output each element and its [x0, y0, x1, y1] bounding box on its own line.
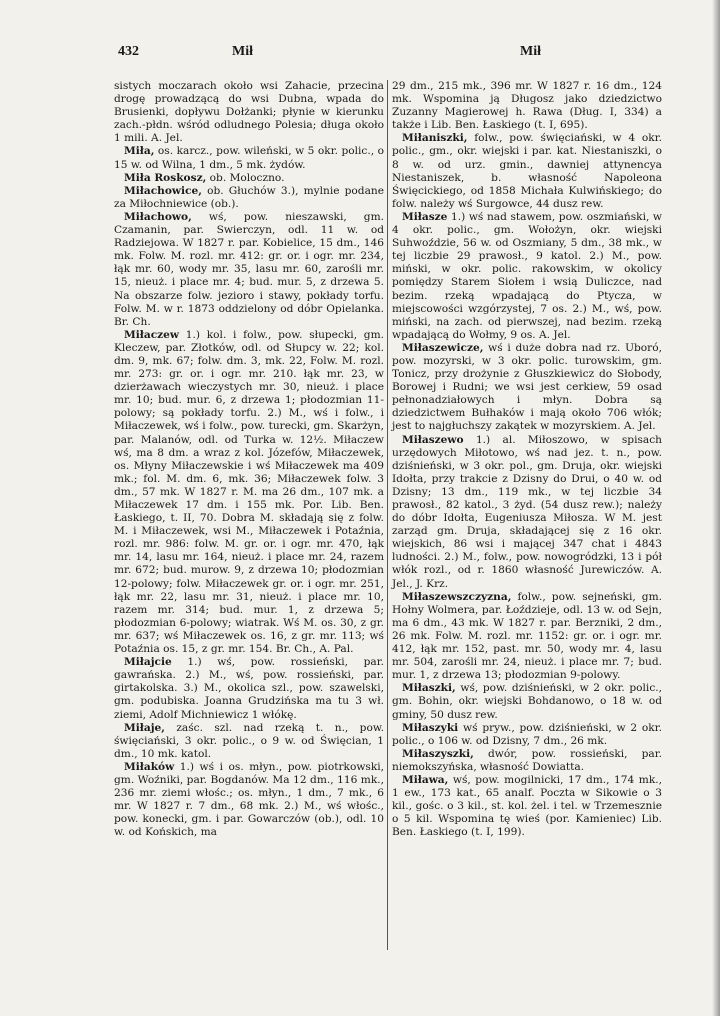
entry-text: wś, pow. dziśnieński, w 2 okr. polic., gm. Bohin, okr. wiejski Bohdanowo, o 18 w. od gminy, 50 dusz rew.	[392, 682, 662, 721]
entry-text: ob. Głuchów 3.), mylnie podane za Miłochniewice (ob.).	[114, 184, 384, 210]
entry-headword: Miłaczew	[124, 328, 180, 341]
dictionary-entry	[392, 434, 662, 591]
dictionary-entry	[114, 145, 384, 171]
entry-text: wś, pow. nieszawski, gm. Czamanin, par. Swierczyn, odl. 11 w. od Radziejowa. W 1827 r. par. Kobielice, 15 dm., 146 mk. Folw. M. rozl. mr. 412: gr. or. i ogr. mr. 234, łąk mr. 60, wody mr. 35, lasu mr. 60, zarośli mr. 15, nieuż. i place mr. 4; bud. mur. 5, z drzewa 5. Na obszarze folw. jezioro i stawy, pokłady torfu. Folw. M. w r. 1873 oddzielony od dóbr Opielanka. Br. Ch.	[114, 210, 384, 328]
entry-headword: Miłaków	[124, 760, 175, 773]
dictionary-entry	[392, 591, 662, 683]
dictionary-entry	[392, 774, 662, 839]
entry-text: folw., pow. sejneński, gm. Hołny Wolmera, par. Łoździeje, odl. 13 w. od Sejn, ma 6 dm., 43 mk. W 1827 r. par. Berzniki, 2 dm., 26 mk. Folw. M. rozl. mr. 1152: gr. or. i ogr. mr. 412, łąk mr. 152, past. mr. 50, wody mr. 4, lasu mr. 504, zarośli mr. 24, nieuż. i place mr. 7; bud. mur. 1, z drzewa 13; płodozmian 9-polowy.	[392, 590, 662, 682]
dictionary-entry	[114, 211, 384, 329]
dictionary-entry	[392, 748, 662, 774]
entry-text: sistych moczarach około wsi Zahacie, przecina drogę prowadzącą do wsi Dubna, wpada do Brusienki, dopływu Dołżanki; płynie w kierunku zach.-płdn. wśród odludnego Polesia; długa około 1 mili. A. Jel.	[114, 80, 384, 145]
right-column	[392, 80, 662, 839]
entry-text: 1.) kol. i folw., pow. słupecki, gm. Kleczew, par. Złotków, odl. od Słupcy w. 22; kol. dm. 9, mk. 67; folw. dm. 3, mk. 22, Folw. M. rozl. mr. 273: gr. or. i ogr. mr. 210. łąk mr. 23, w dzierżawach wieczystych mr. 30, nieuż. i place mr. 10; bud. mur. 6, z drzewa 1; płodozmian 11-polowy; są pokłady torfu. 2.) M., wś i folw., i Miłaczewek, wś i folw., pow. turecki, gm. Skarżyn, par. Malanów, odl. od Turka w. 12½. Miłaczew wś, ma 8 dm. a wraz z kol. Józefów, Miłaczewek, os. Młyny Miłaczewskie i wś Miłaczewek ma 409 mk.; fol. M. dm. 6, mk. 36; Miłaczewek folw. 3 dm., 57 mk. W 1827 r. M. ma 26 dm., 107 mk. a Miłaczewek 17 dm. i 155 mk. Por. Lib. Ben. Łaskiego, t. II, 70. Dobra M. składają się z folw. M. i Miłaczewek, wsi M., Miłaczewek i Potaźnia, rozl. mr. 986: folw. M. gr. or. i ogr. mr. 470, łąk mr. 14, lasu mr. 164, nieuż. i place mr. 24, razem mr. 672; bud. murow. 9, z drzewa 10; płodozmian 12-polowy; folw. Miłaczewek gr. or. i ogr. mr. 251, łąk mr. 22, lasu mr. 31, nieuż. i place mr. 10, razem mr. 314; bud. mur. 1, z drzewa 5; płodozmian 6-polowy; wiatrak. Wś M. os. 30, z gr. mr. 637; wś Miłaczewek os. 16, z gr. mr. 113; wś Potaźnia os. 15, z gr. mr. 154. Br. Ch., A. Pal.	[114, 328, 384, 656]
dictionary-entry	[114, 761, 384, 840]
dictionary-entry	[114, 329, 384, 656]
entry-text: folw., pow. święciański, w 4 okr. polic., gm., okr. wiejski i par. kat. Niestaniszki, o 8 w. od urz. gmin., dawniej attynencya Niestaniszek, b. własność Napoleona Święcickiego, od 1858 Michała Kulwińskiego; do folw. należy wś Surgowce, 44 dusz rew.	[392, 132, 662, 210]
entry-text: wś, pow. mogilnicki, 17 dm., 174 mk., 1 ew., 173 kat., 65 analf. Poczta w Sikowie o 3 kil., gośc. o 3 kil., st. kol. żel. i tel. w Trzemesznie o 5 kil. Wspomina tę wieś (por. Kamieniec) Lib. Ben. Łaskiego (t. I, 199).	[392, 773, 662, 839]
entry-text: 1.) wś i os. młyn., pow. piotrkowski, gm. Woźniki, par. Bogdanów. Ma 12 dm., 116 mk., 236 mr. ziemi włośc.; os. młyn., 1 dm., 7 mk., 6 mr. W 1827 r. 7 dm., 68 mk. 2.) M., wś włośc., pow. konecki, gm. i par. Gowarczów (ob.), odl. 10 w. od Końskich, ma	[114, 760, 384, 839]
entry-headword: Miłaszewszczyzna,	[402, 590, 512, 603]
entry-headword: Miłaszyszki,	[402, 747, 474, 760]
entry-text: dwór, pow. rossieński, par. niemokszyńska, własność Dowiatta.	[392, 747, 662, 773]
dictionary-entry	[392, 80, 662, 132]
entry-headword: Miła Roskosz,	[124, 171, 207, 184]
entry-headword: Miłaszyki	[402, 721, 459, 734]
dictionary-entry	[392, 722, 662, 748]
entry-headword: Miłaje,	[124, 721, 165, 734]
running-head-right: Mił	[520, 44, 541, 59]
entry-headword: Miła,	[124, 145, 155, 158]
entry-text: os. karcz., pow. wileński, w 5 okr. polic., o 15 w. od Wilna, 1 dm., 5 mk. żydów.	[114, 145, 384, 171]
dictionary-entry	[114, 185, 384, 211]
dictionary-entry	[114, 722, 384, 761]
entry-text: 1.) wś nad stawem, pow. oszmiański, w 4 okr. polic., gm. Wołożyn, okr. wiejski Suhwoździe, 56 w. od Oszmiany, 5 dm., 38 mk., w tej liczbie 29 prawosł., 9 katol. 2.) M., pow. miński, w okr. polic. rakowskim, w okolicy pomiędzy Starem Siołem i wsią Duliczce, nad bezim. rzeką wpadającą do Ptycza, w miejscowości wzgórzystej, 7 os. 2.) M., wś, pow. miński, na zach. od pierwszej, nad bezim. rzeką wpadającą do Wołmy, 9 os. A. Jel.	[392, 210, 662, 341]
dictionary-entry	[114, 656, 384, 721]
page-number: 432	[118, 44, 139, 59]
entry-text: zaśc. szl. nad rzeką t. n., pow. święciański, 3 okr. polic., o 9 w. od Święcian, 1 dm., 10 mk. katol.	[114, 721, 385, 760]
entry-headword: Miłachowice,	[124, 184, 202, 197]
entry-headword: Miłaniszki,	[402, 132, 468, 145]
dictionary-entry	[114, 172, 384, 185]
entry-headword: Miłachowo,	[124, 210, 192, 223]
entry-headword: Miłasze	[402, 210, 448, 223]
dictionary-entry	[114, 80, 384, 145]
dictionary-entry	[392, 682, 662, 721]
dictionary-entry	[392, 342, 662, 434]
entry-headword: Miłaszki,	[402, 682, 456, 695]
entry-text: 1.) al. Miłoszowo, w spisach urzędowych Miłotowo, wś nad jez. t. n., pow. dziśnieński, w 3 okr. pol., gm. Druja, okr. wiejski Idołta, przy trakcie z Dzisny do Drui, o 40 w. od Dzisny; 13 dm., 119 mk., w tej liczbie 34 prawosł., 82 katol., 3 żyd. (54 dusz rew.); należy do dóbr Idołta, Eugeniusza Miłosza. W M. jest zarząd gm. Druja, składającej się z 16 okr. wiejskich, 86 wsi i mającej 347 chat i 4843 ludności. 2.) M., folw., pow. nowogródzki, 13 i pół włók rozl., od r. 1860 własność Jurewiczów. A. Jel., J. Krz.	[392, 433, 662, 590]
entry-headword: Miłaszewo	[402, 433, 464, 446]
entry-text: ob. Moloczno.	[209, 171, 285, 184]
dictionary-entry	[392, 132, 662, 211]
entry-headword: Miłajcie	[124, 656, 172, 669]
left-column	[114, 80, 384, 839]
entry-text: wś pryw., pow. dziśnieński, w 2 okr. polic., o 106 w. od Dzisny, 7 dm., 26 mk.	[392, 721, 662, 747]
entry-headword: Miłaszewicze,	[402, 341, 484, 354]
running-head-left: Mił	[232, 44, 253, 59]
entry-text: wś i duże dobra nad rz. Uboró, pow. mozyrski, w 3 okr. polic. turowskim, gm. Tonicz, przy drożynie z Głuszkiewicz do Słobody, Borowej i Rudni; we wsi jest cerkiew, 59 osad pełnonadziałowych i młyn. Dobra są dziedzictwem Bułhaków i mają około 706 włók; jest to najgłuchszy zakątek w mozyrskiem. A. Jel.	[392, 341, 662, 433]
entry-headword: Miława,	[402, 773, 449, 786]
page-edge-shadow	[712, 0, 720, 1016]
entry-text: 29 dm., 215 mk., 396 mr. W 1827 r. 16 dm., 124 mk. Wspomina ją Długosz jako dziedzictwo Zuzanny Magierowej h. Rawa (Dług. I, 334) a także i Lib. Ben. Łaskiego (t. I, 695).	[392, 80, 662, 132]
dictionary-entry	[392, 211, 662, 342]
entry-text: 1.) wś, pow. rossieński, par. gawrańska. 2.) M., wś, pow. rossieński, par. girtakolska. 3.) M., okolica szl., pow. szawelski, gm. podubiska. Joanna Grudzińska ma tu 3 wł. ziemi, Adolf Michniewicz 1 włókę.	[114, 656, 384, 721]
